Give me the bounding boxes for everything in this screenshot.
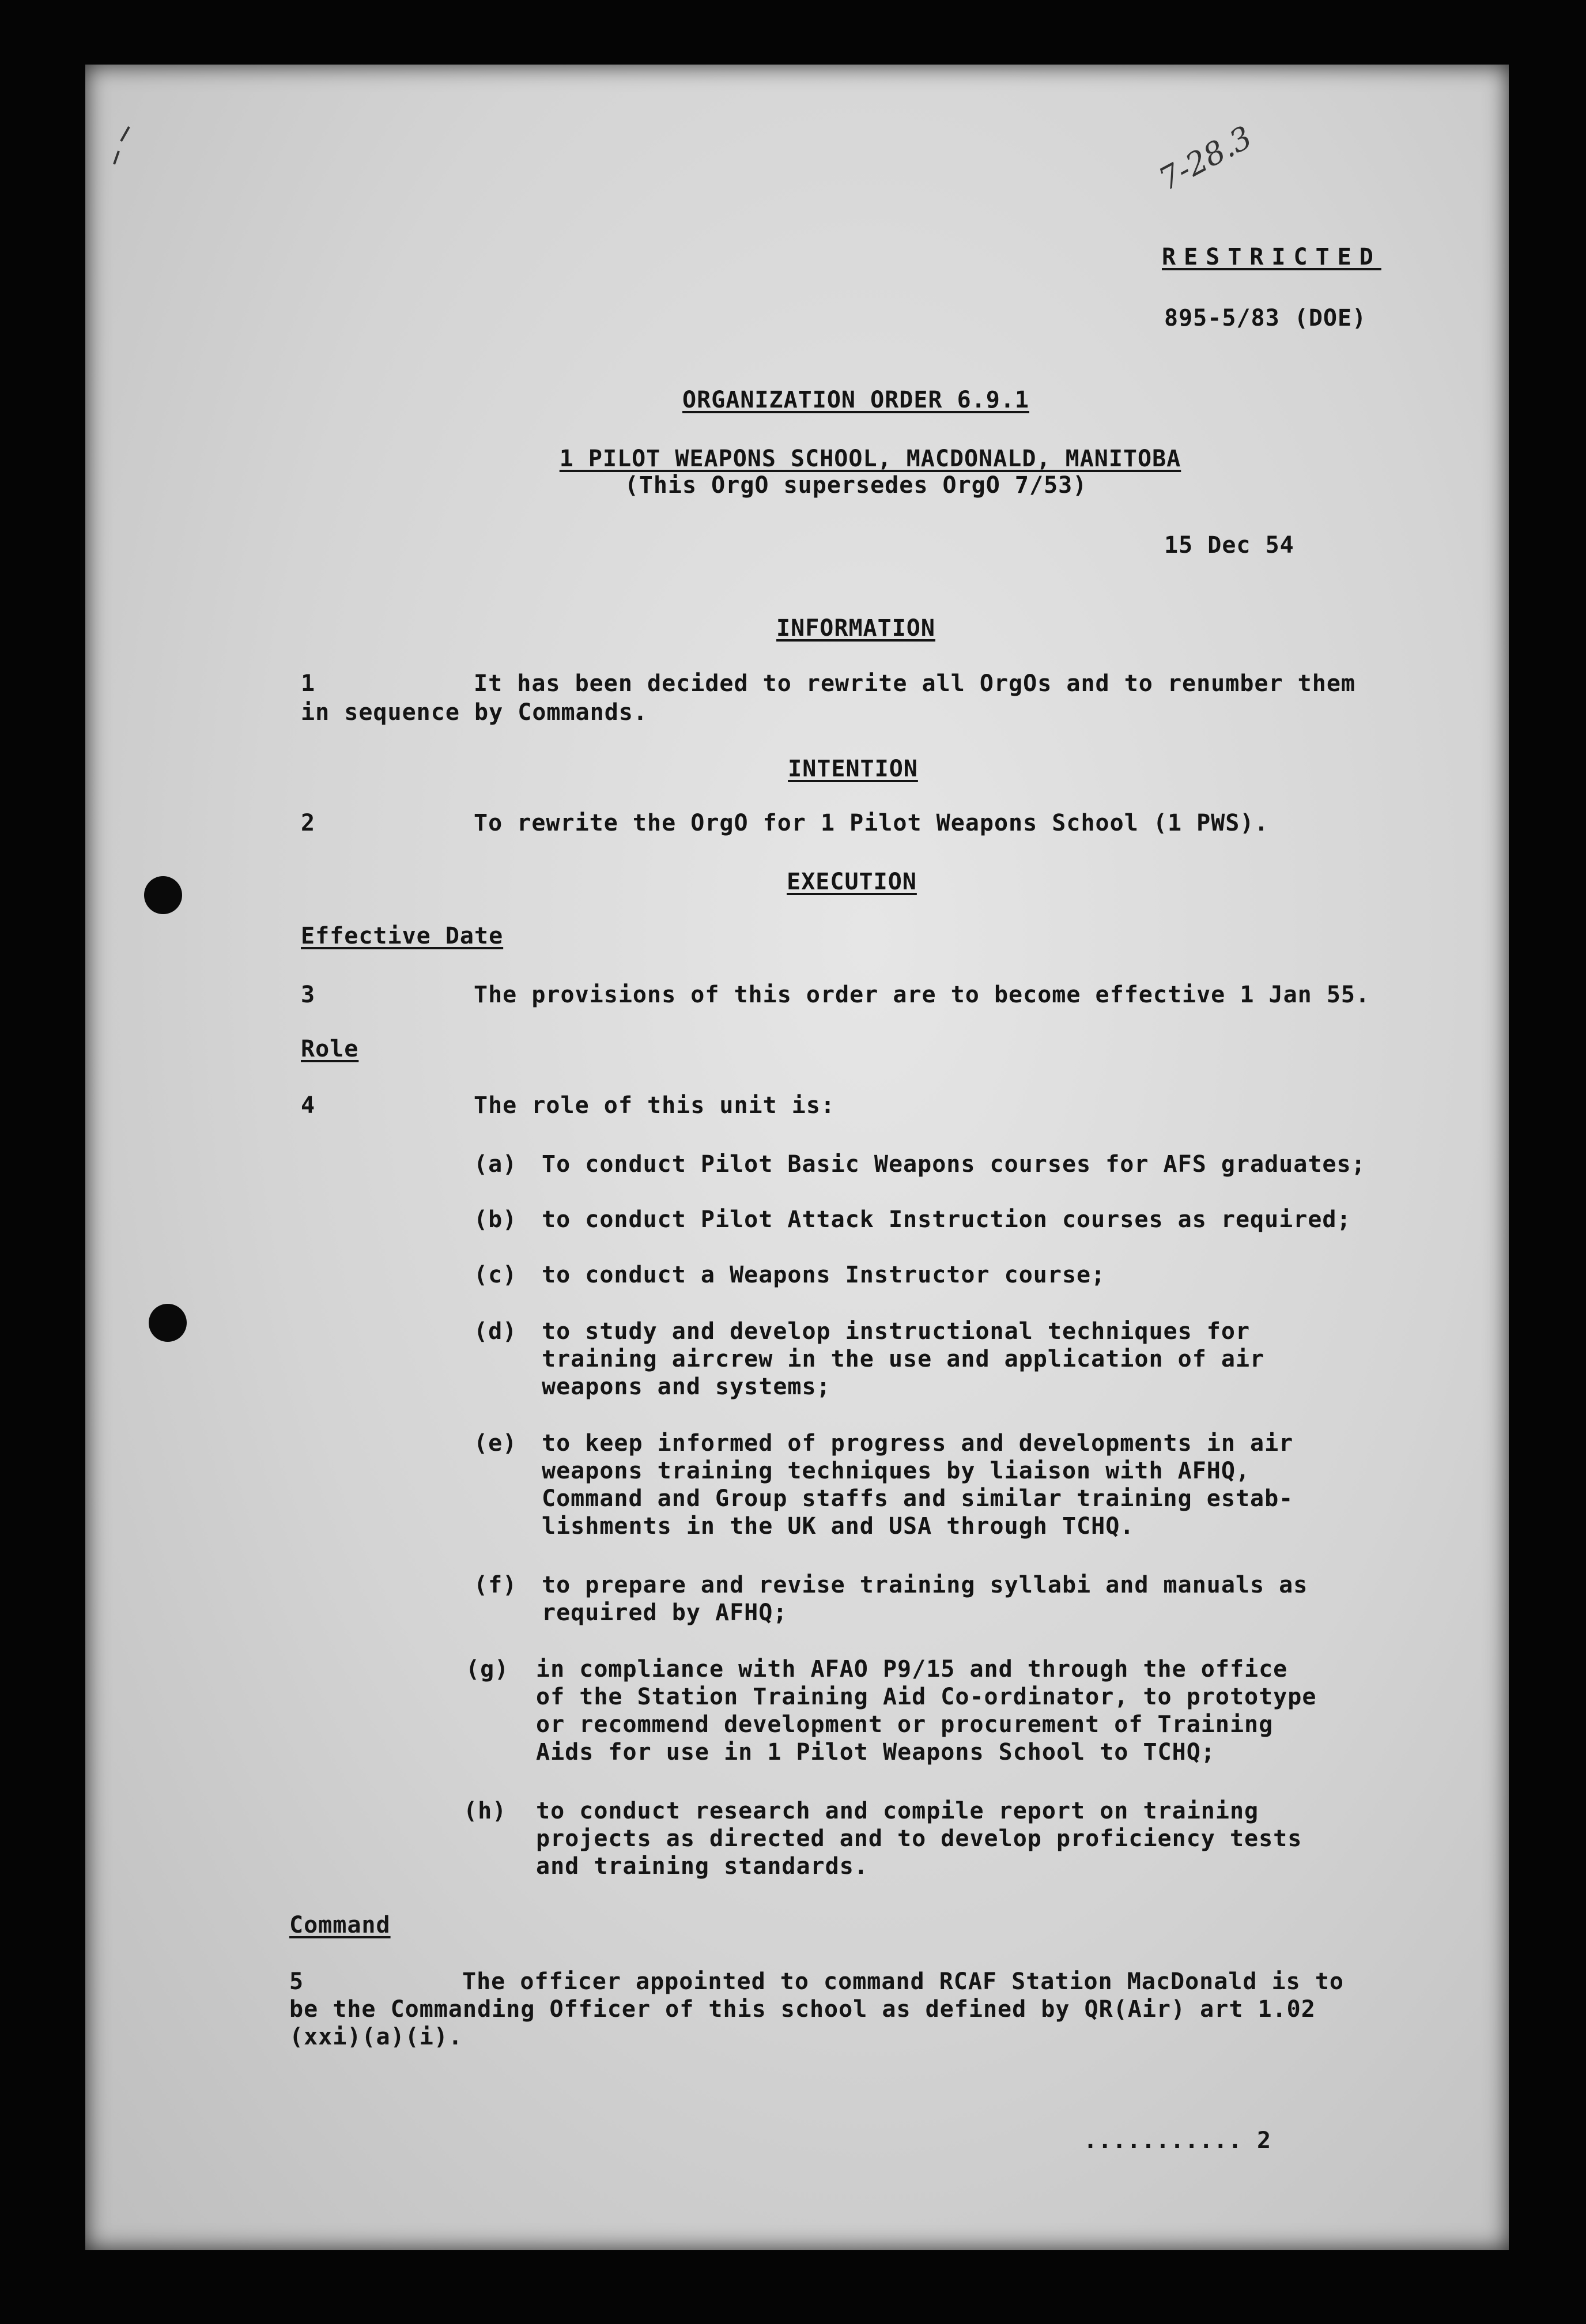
role-item-text: weapons and systems;	[542, 1374, 831, 1400]
role-item-text: of the Station Training Aid Co-ordinator, to prototype	[536, 1684, 1317, 1710]
role-item-text: to conduct Pilot Attack Instruction courses as required;	[542, 1206, 1351, 1233]
role-item-text: and training standards.	[536, 1853, 868, 1880]
document-title: ORGANIZATION ORDER 6.9.1	[682, 387, 1029, 413]
para-1-text: in sequence by Commands.	[301, 699, 648, 726]
para-3-text: The provisions of this order are to become effective 1 Jan 55.	[474, 982, 1370, 1008]
punch-hole	[149, 1304, 187, 1342]
role-item-text: to conduct a Weapons Instructor course;	[542, 1262, 1106, 1288]
page-continuation: ........... 2	[1083, 2127, 1272, 2154]
role-item-label: (f)	[474, 1572, 518, 1598]
role-item-label: (b)	[474, 1206, 518, 1233]
role-item-text: weapons training techniques by liaison with AFHQ,	[542, 1458, 1251, 1484]
unit-heading: 1 PILOT WEAPONS SCHOOL, MACDONALD, MANITOBA	[559, 446, 1181, 472]
para-2-number: 2	[301, 810, 316, 836]
role-item-text: To conduct Pilot Basic Weapons courses for AFS graduates;	[542, 1151, 1366, 1178]
para-5-text: The officer appointed to command RCAF Station MacDonald is to	[462, 1968, 1345, 1995]
role-item-label: (d)	[474, 1318, 518, 1345]
para-1-number: 1	[301, 670, 316, 697]
role-item-text: to study and develop instructional techniques for	[542, 1318, 1251, 1345]
role-item-label: (h)	[463, 1798, 507, 1824]
para-3-number: 3	[301, 982, 316, 1008]
para-2-text: To rewrite the OrgO for 1 Pilot Weapons School (1 PWS).	[474, 810, 1269, 836]
role-item-label: (c)	[474, 1262, 518, 1288]
role-item-text: Command and Group staffs and similar training estab-	[542, 1485, 1294, 1512]
role-item-label: (e)	[474, 1430, 518, 1457]
margin-marks	[104, 86, 138, 190]
role-item-text: required by AFHQ;	[542, 1599, 788, 1626]
heading-information: INFORMATION	[776, 615, 935, 642]
heading-role: Role	[301, 1036, 359, 1062]
role-item-text: to conduct research and compile report on training	[536, 1798, 1259, 1824]
file-reference: 895-5/83 (DOE)	[1164, 305, 1367, 331]
para-5-number: 5	[289, 1968, 304, 1995]
role-item-text: to prepare and revise training syllabi and manuals as	[542, 1572, 1308, 1598]
para-4-intro: The role of this unit is:	[474, 1092, 836, 1119]
role-item-text: projects as directed and to develop proficiency tests	[536, 1825, 1302, 1852]
para-4-number: 4	[301, 1092, 316, 1119]
role-item-text: to keep informed of progress and developments in air	[542, 1430, 1294, 1457]
role-item-text: Aids for use in 1 Pilot Weapons School to TCHQ;	[536, 1739, 1215, 1765]
para-5-text: be the Commanding Officer of this school as defined by QR(Air) art 1.02	[289, 1996, 1316, 2023]
heading-intention: INTENTION	[788, 756, 918, 782]
heading-execution: EXECUTION	[787, 869, 917, 895]
heading-effective-date: Effective Date	[301, 923, 504, 949]
role-item-text: or recommend development or procurement of Training	[536, 1711, 1274, 1738]
role-item-text: lishments in the UK and USA through TCHQ.	[542, 1513, 1135, 1540]
classification-stamp: RESTRICTED	[1162, 244, 1381, 270]
punch-hole	[144, 876, 182, 914]
handwritten-reference: 7-28.3	[1153, 119, 1258, 198]
supersedes-note: (This OrgO supersedes OrgO 7/53)	[624, 472, 1087, 499]
para-5-text: (xxi)(a)(i).	[289, 2024, 463, 2050]
role-item-text: training aircrew in the use and application of air	[542, 1346, 1265, 1372]
document-date: 15 Dec 54	[1164, 532, 1294, 559]
para-1-text: It has been decided to rewrite all OrgOs and to renumber them	[474, 670, 1356, 697]
role-item-text: in compliance with AFAO P9/15 and through the office	[536, 1656, 1288, 1682]
role-item-label: (g)	[466, 1656, 509, 1682]
heading-command: Command	[289, 1912, 391, 1938]
role-item-label: (a)	[474, 1151, 518, 1178]
